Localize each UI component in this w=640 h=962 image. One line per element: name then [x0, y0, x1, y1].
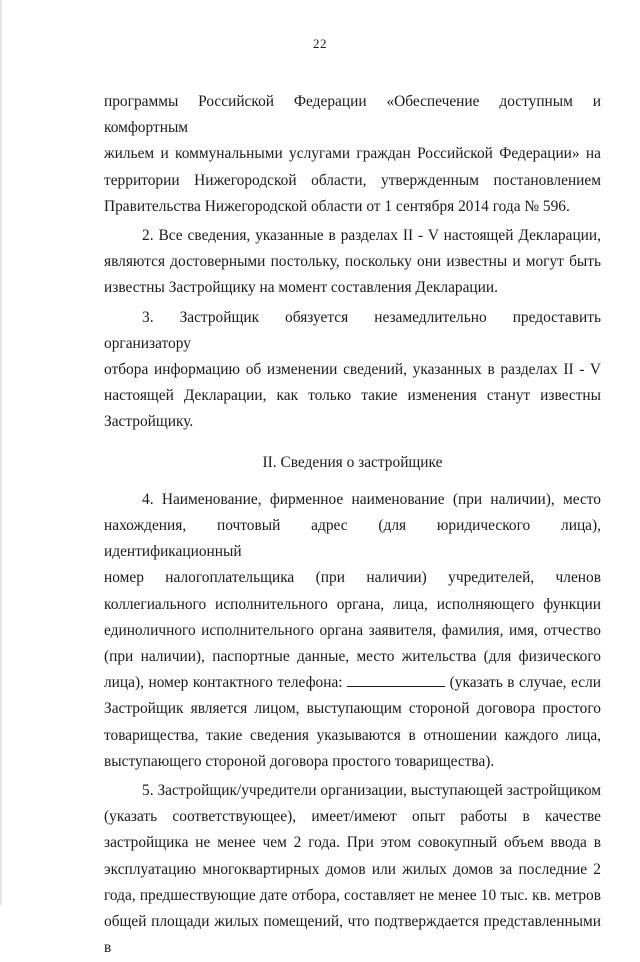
- paragraph-continuation: [104, 89, 601, 220]
- text-fragment: лица), номер контактного телефона:: [104, 674, 343, 692]
- text-line: Правительства Нижегородской области от 1 сентября 2014 года № 596.: [104, 197, 570, 215]
- text-line: Застройщик является лицом, выступающим стороной договора простого: [104, 700, 601, 718]
- section-heading: II. Сведения о застройщике: [262, 453, 443, 471]
- text-line: территории Нижегородской области, утвержденным постановлением: [104, 171, 601, 189]
- text-line: (при наличии), паспортные данные, место жительства (для физического: [104, 648, 601, 666]
- text-line: отбора информацию об изменении сведений, указанных в разделах II - V: [104, 361, 601, 379]
- text-line: нахождения, почтовый адрес (для юридического лица), идентификационный: [104, 517, 601, 561]
- text-line: (указать соответствующее), имеет/имеют опыт работы в качестве: [104, 808, 601, 826]
- paragraph-3: [104, 305, 601, 436]
- paragraph-2: [104, 223, 601, 302]
- text-line: 5. Застройщик/учредители организации, выступающей застройщиком: [142, 782, 601, 800]
- text-line: программы Российской Федерации «Обеспечение доступным и комфортным: [104, 93, 601, 137]
- page-number: 22: [313, 36, 327, 51]
- text-line-with-blank: [104, 670, 601, 696]
- text-line: Застройщику.: [104, 413, 194, 431]
- text-line: года, предшествующие дате отбора, составляет не менее 10 тыс. кв. метров: [104, 886, 601, 904]
- text-line: 3. Застройщик обязуется незамедлительно предоставить организатору: [104, 308, 601, 352]
- text-line: общей площади жилых помещений, что подтверждается представленными в: [104, 913, 601, 957]
- text-line: застройщика не менее чем 2 года. При этом совокупный объем ввода в: [104, 834, 601, 852]
- phone-number-blank[interactable]: [347, 672, 445, 687]
- text-line: жильем и коммунальными услугами граждан Российской Федерации» на: [104, 145, 601, 163]
- text-line: выступающего стороной договора простого товарищества).: [104, 752, 495, 770]
- text-line: являются достоверными постольку, поскольку они известны и могут быть: [104, 253, 601, 271]
- text-line: настоящей Декларации, как только такие изменения станут известны: [104, 387, 601, 405]
- text-line: единоличного исполнительного органа заявителя, фамилия, имя, отчество: [104, 621, 601, 639]
- text-line: 4. Наименование, фирменное наименование (при наличии), место: [142, 490, 601, 508]
- text-line: эксплуатацию многоквартирных домов или жилых домов за последние 2: [104, 860, 601, 878]
- document-body: [104, 89, 601, 962]
- paragraph-5: [104, 778, 601, 961]
- text-line: коллегиального исполнительного органа, лица, исполняющего функции: [104, 595, 601, 613]
- text-fragment: (указать в случае, если: [449, 674, 601, 692]
- paragraph-4: [104, 487, 601, 775]
- text-line: 2. Все сведения, указанные в разделах II - V настоящей Декларации,: [142, 227, 601, 245]
- text-line: известны Застройщику на момент составления Декларации.: [104, 279, 498, 297]
- text-line: номер налогоплательщика (при наличии) учредителей, членов: [104, 569, 601, 587]
- text-line: товарищества, такие сведения указываются в отношении каждого лица,: [104, 726, 601, 744]
- scan-edge-shadow: [0, 0, 2, 905]
